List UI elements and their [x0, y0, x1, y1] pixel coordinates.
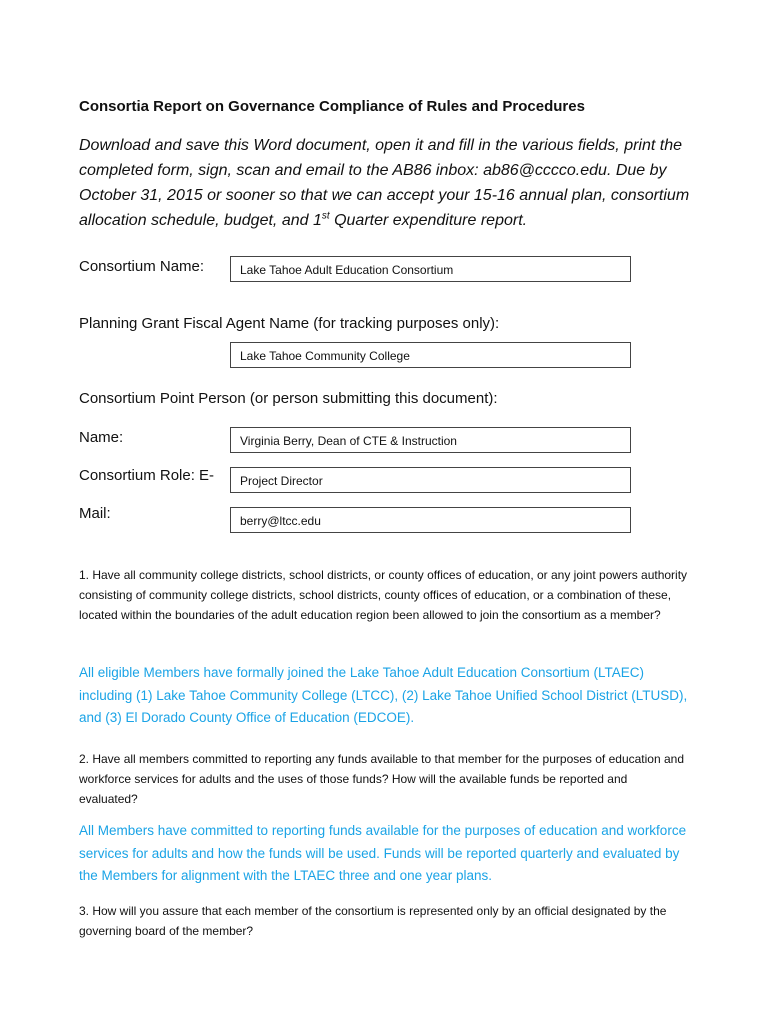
email-field[interactable]: berry@ltcc.edu [230, 507, 631, 533]
consortium-name-field[interactable]: Lake Tahoe Adult Education Consortium [230, 256, 631, 282]
role-label: Consortium Role: E- [79, 467, 215, 484]
question-3: 3. How will you assure that each member of the consortium is represented only by an official designated by the governing board of the member? [79, 904, 667, 938]
instructions-text: Download and save this Word document, open it and fill in the various fields, print the completed form, sign, scan and email to the AB86 inbox: ab86@cccco.edu. Due by October 31, 2015 or sooner so that we can accept your 15-16 annual plan, consortium allocation schedule, budget, and 1 [79, 137, 690, 229]
document-title: Consortia Report on Governance Compliance of Rules and Procedures [79, 98, 585, 115]
name-field[interactable]: Virginia Berry, Dean of CTE & Instruction [230, 427, 631, 453]
consortium-name-label: Consortium Name: [79, 258, 205, 275]
mail-label: Mail: [79, 505, 111, 522]
answer-2: All Members have committed to reporting funds available for the purposes of education and workforce services for adults and how the funds will be used. Funds will be reported quarterly and evaluated by the Members for alignment with the LTAEC three and one year plans. [79, 823, 687, 883]
instructions-text-end: Quarter expenditure report. [329, 212, 528, 229]
role-field[interactable]: Project Director [230, 467, 631, 493]
point-person-label: Consortium Point Person (or person submitting this document): [79, 390, 498, 407]
instructions-superscript: st [321, 210, 330, 222]
answer-1: All eligible Members have formally joined the Lake Tahoe Adult Education Consortium (LTAEC) including (1) Lake Tahoe Community College (LTCC), (2) Lake Tahoe Unified School District (LTUSD), and (3) El Dorado County Office of Education (EDCOE). [79, 665, 688, 725]
question-2: 2. Have all members committed to reporting any funds available to that member for the purposes of education and workforce services for adults and the uses of those funds? How will the available funds be reported and evaluated? [79, 752, 684, 806]
question-1: 1. Have all community college districts, school districts, or county offices of education, or any joint powers authority consisting of community college districts, school districts, county offices of education, or a combination of these, located within the boundaries of the adult education region been allowed to join the consortium as a member? [79, 568, 688, 622]
fiscal-agent-field[interactable]: Lake Tahoe Community College [230, 342, 631, 368]
name-label: Name: [79, 429, 124, 446]
instructions-paragraph [79, 133, 719, 233]
fiscal-agent-label: Planning Grant Fiscal Agent Name (for tracking purposes only): [79, 315, 500, 332]
